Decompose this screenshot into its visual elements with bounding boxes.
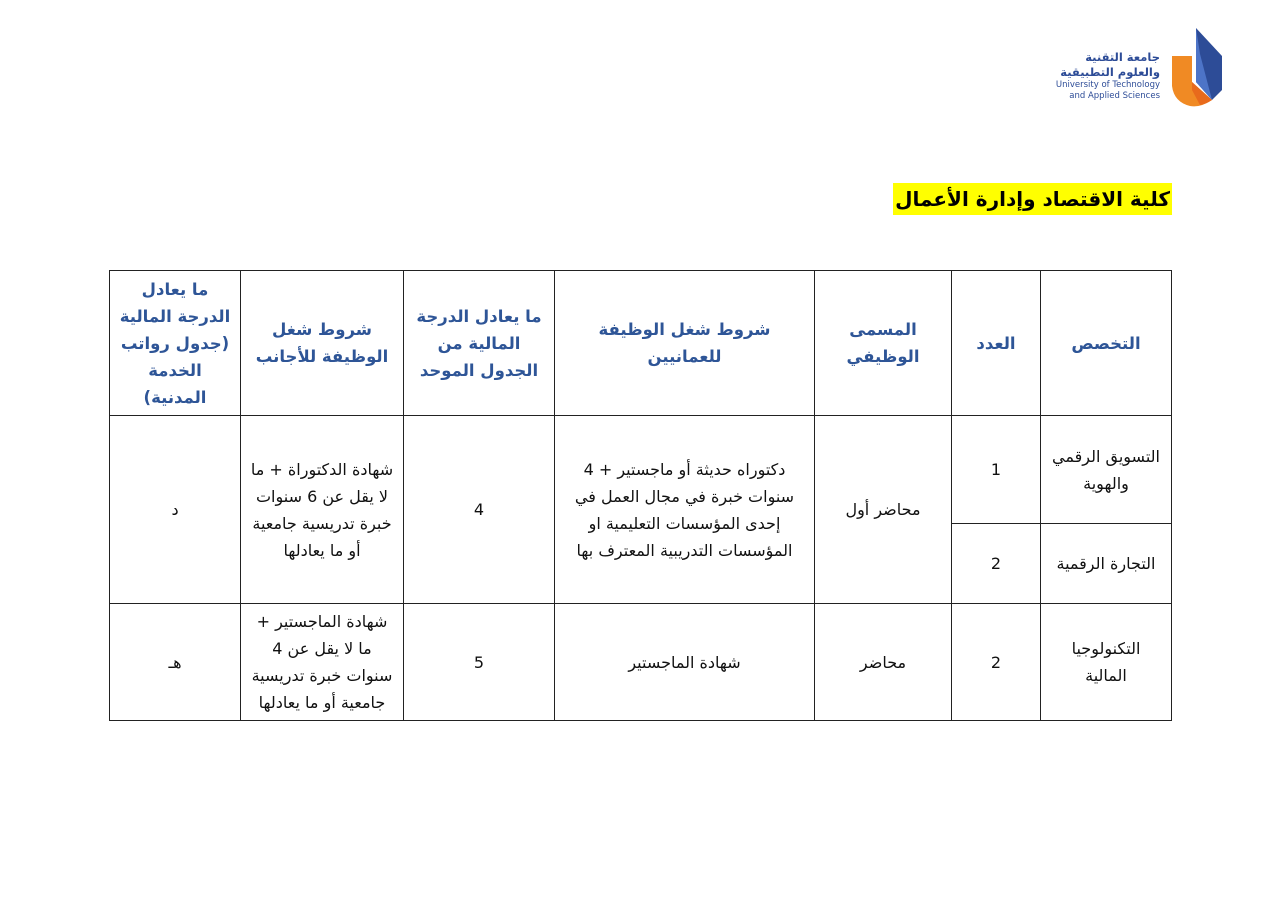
job-table (109, 270, 1172, 721)
cell-job-title: محاضر أول (815, 416, 952, 604)
cell-job-title: محاضر (815, 604, 952, 721)
cell-count: 1 (952, 416, 1041, 524)
header-civil-grade: ما يعادل الدرجة المالية (جدول رواتب الخدمة المدنية) (110, 271, 241, 416)
cell-unified-grade: 4 (404, 416, 555, 604)
header-unified-grade: ما يعادل الدرجة المالية من الجدول الموحد (404, 271, 555, 416)
cell-civil-grade: هـ (110, 604, 241, 721)
college-title: كلية الاقتصاد وإدارة الأعمال (893, 183, 1172, 215)
cell-specialization: التجارة الرقمية (1041, 524, 1172, 604)
header-foreign-conditions: شروط شغل الوظيفة للأجانب (241, 271, 404, 416)
cell-specialization: التكنولوجيا المالية (1041, 604, 1172, 721)
cell-unified-grade: 5 (404, 604, 555, 721)
logo-arabic-line2: والعلوم التطبيقية (1060, 65, 1160, 79)
cell-specialization: التسويق الرقمي والهوية (1041, 416, 1172, 524)
logo-english-line2: and Applied Sciences (1069, 91, 1160, 101)
logo-mark-icon (1170, 26, 1224, 108)
header-job-title: المسمى الوظيفي (815, 271, 952, 416)
logo-text (1048, 50, 1160, 102)
table-row (110, 416, 1172, 524)
header-count: العدد (952, 271, 1041, 416)
cell-count: 2 (952, 524, 1041, 604)
table-row (110, 604, 1172, 721)
cell-omani-conditions: دكتوراه حديثة أو ماجستير + 4 سنوات خبرة في مجال العمل في إحدى المؤسسات التعليمية او المؤسسات التدريبية المعترف بها (555, 416, 815, 604)
header-omani-conditions: شروط شغل الوظيفة للعمانيين (555, 271, 815, 416)
logo-english-line1: University of Technology (1055, 80, 1160, 90)
cell-foreign-conditions: شهادة الدكتوراة + ما لا يقل عن 6 سنوات خبرة تدريسية جامعية أو ما يعادلها (241, 416, 404, 604)
table-header-row (110, 271, 1172, 416)
cell-omani-conditions: شهادة الماجستير (555, 604, 815, 721)
header-specialization: التخصص (1041, 271, 1172, 416)
cell-count: 2 (952, 604, 1041, 721)
university-logo (1048, 26, 1228, 110)
cell-civil-grade: د (110, 416, 241, 604)
cell-foreign-conditions: شهادة الماجستير + ما لا يقل عن 4 سنوات خبرة تدريسية جامعية أو ما يعادلها (241, 604, 404, 721)
logo-arabic-line1: جامعة التقنية (1085, 50, 1160, 64)
